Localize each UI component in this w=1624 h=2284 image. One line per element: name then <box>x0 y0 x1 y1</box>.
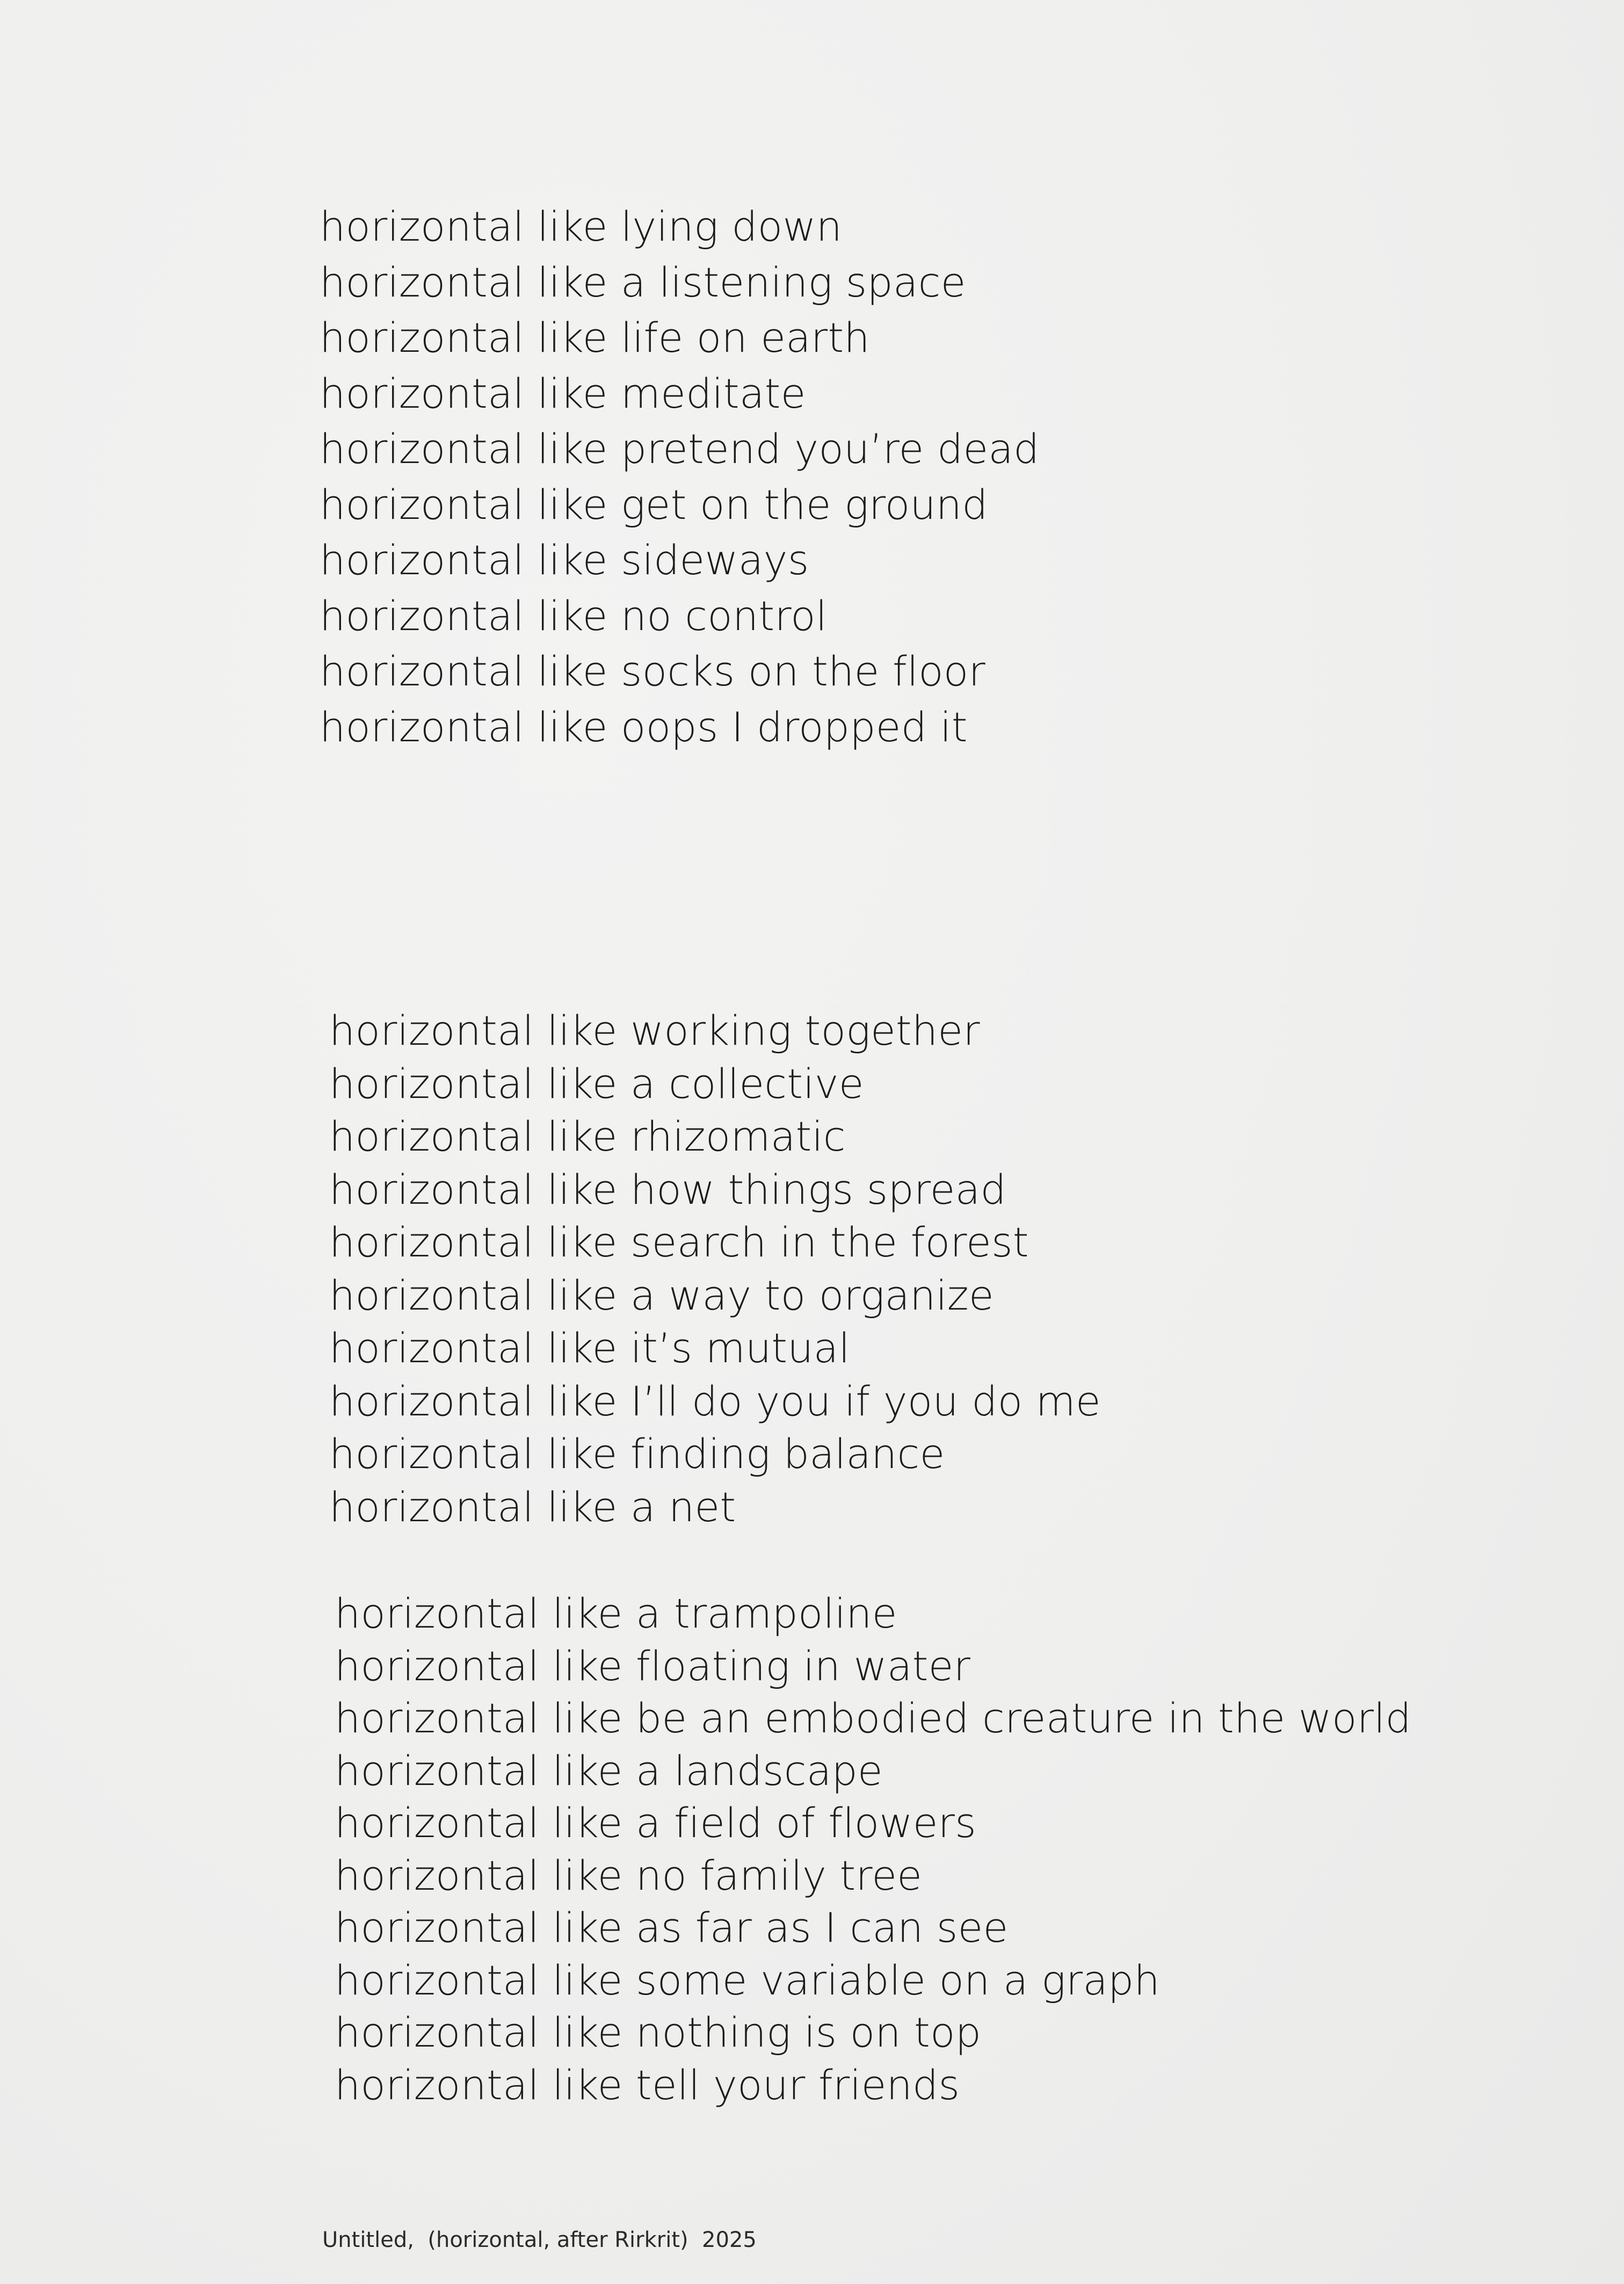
poem-line: horizontal like tell your friends <box>335 2061 960 2109</box>
poem-line: horizontal like sideways <box>320 536 809 584</box>
poem-line: horizontal like nothing is on top <box>335 2008 982 2056</box>
poem-line: horizontal like life on earth <box>320 314 870 362</box>
poem-line: horizontal like a landscape <box>335 1746 883 1795</box>
poem-line: horizontal like socks on the floor <box>320 647 985 695</box>
poem-line: horizontal like oops I dropped it <box>320 703 968 751</box>
poem-line: horizontal like finding balance <box>329 1430 945 1478</box>
poem-line: horizontal like a field of flowers <box>335 1799 976 1847</box>
stanza-2 <box>329 1004 1101 1534</box>
stanza-3 <box>335 1587 1411 2111</box>
poem-line: horizontal like a listening space <box>320 258 966 306</box>
stanza-1 <box>320 199 1040 755</box>
poem-line: horizontal like rhizomatic <box>329 1112 846 1160</box>
poem-line: horizontal like a way to organize <box>329 1271 994 1319</box>
poem-line: horizontal like no family tree <box>335 1851 923 1899</box>
poem-line: horizontal like working together <box>329 1007 980 1054</box>
poem-line: horizontal like no control <box>320 591 828 640</box>
poem-line: horizontal like I’ll do you if you do me <box>329 1377 1101 1425</box>
poem-line: horizontal like it’s mutual <box>329 1324 850 1372</box>
poem-line: horizontal like as far as I can see <box>335 1904 1009 1951</box>
poem-line: horizontal like some variable on a graph <box>335 1956 1160 2004</box>
poem-line: horizontal like search in the forest <box>329 1218 1029 1266</box>
poem-line: horizontal like how things spread <box>329 1165 1006 1213</box>
artwork-caption: Untitled, (horizontal, after Rirkrit) 2025 <box>322 2228 757 2252</box>
poem-line: horizontal like be an embodied creature in the world <box>335 1694 1411 1742</box>
poem-line: horizontal like lying down <box>320 203 843 250</box>
poem-line: horizontal like meditate <box>320 369 806 417</box>
poem-line: horizontal like floating in water <box>335 1642 971 1690</box>
poem-line: horizontal like get on the ground <box>320 480 988 529</box>
poem-line: horizontal like a trampoline <box>335 1589 897 1637</box>
poem-line: horizontal like a net <box>329 1483 736 1531</box>
poem-line: horizontal like pretend you’re dead <box>320 425 1040 473</box>
poem-line: horizontal like a collective <box>329 1059 864 1108</box>
